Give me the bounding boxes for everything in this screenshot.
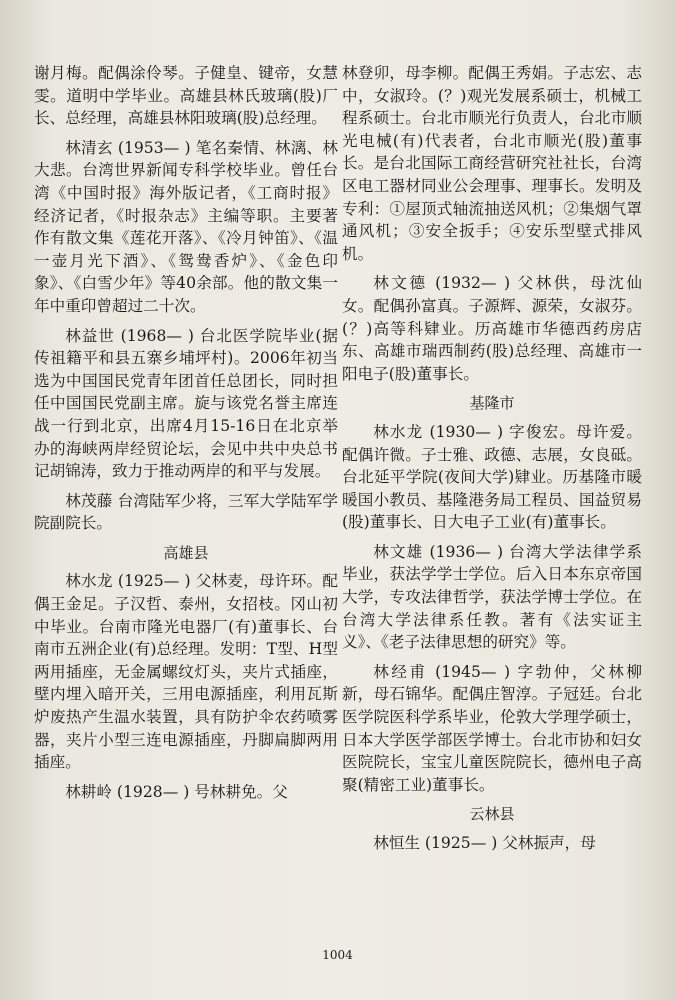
entry-paragraph: 林文雄 (1936— ) 台湾大学法律学系毕业，获法学学士学位。后入日本东京帝国大学，专攻法律哲学，获法学博士学位。在台湾大学法律系任教。著有《法实证主义》、《老子法律思想的研究》等。 — [342, 542, 642, 652]
region-heading: 云林县 — [469, 805, 515, 824]
right-column — [342, 62, 642, 862]
entry-paragraph: 林清玄 (1953— ) 笔名秦情、林漓、林大悲。台湾世界新闻专科学校毕业。曾任台湾《中国时报》海外版记者，《工商时报》经济记者，《时报杂志》主编等职。主要著作有散文集《莲花开落》、《冷月钟笛》、《温一壶月光下酒》、《鸳鸯香炉》、《金色印象》、《白雪少年》等40余部。他的散文集一年中重印曾超过二十次。 — [34, 138, 338, 315]
entry-paragraph: 林水龙 (1930— ) 字俊宏。母许爱。配偶许微。子士雅、政德、志展，女良砥。台北延平学院(夜间大学)肄业。历基隆市暖暖国小教员、基隆港务局工程员、国益贸易(股)董事长、日大电子工业(有)董事长。 — [342, 422, 642, 532]
entry-paragraph: 林经甫 (1945— ) 字勃仲，父林柳新，母石锦华。配偶庄智淳。子冠廷。台北医学院医科学系毕业，伦敦大学理学硕士，日本大学医学部医学博士。台北市协和妇女医院院长，宝宝儿童医院院长，德州电子高聚(精密工业)董事长。 — [342, 662, 642, 794]
region-heading: 基隆市 — [469, 394, 515, 413]
region-heading: 高雄县 — [163, 543, 209, 562]
entry-paragraph: 林茂藤 台湾陆军少将，三军大学陆军学院副院长。 — [34, 491, 338, 533]
entry-paragraph: 林耕岭 (1928— ) 号林耕免。父 — [65, 782, 288, 801]
entry-paragraph: 林益世 (1968— ) 台北医学院毕业(据传祖籍平和县五寨乡埔坪村)。2006年初当选为中国国民党青年团首任总团长，同时担任中国国民党副主席。旋与该党名誉主席连战一行到北京，出席4月15-16日在北京举办的海峡两岸经贸论坛，会见中共中央总书记胡锦涛，致力于推动两岸的和平与发展。 — [34, 326, 338, 481]
entry-paragraph: 林水龙 (1925— ) 父林麦，母许环。配偶王金足。子汉哲、泰州，女招枝。冈山初中毕业。台南市隆光电器厂(有)董事长、台南市五洲企业(有)总经理。发明：T型、H型两用插座，无金属螺纹灯头，夹片式插座，壁内埋入暗开关，三用电源插座，利用瓦斯炉废热产生温水装置，具有防护伞农药喷雾器，夹片小型三连电源插座，丹脚扁脚两用插座。 — [34, 572, 338, 772]
entry-paragraph: 林恒生 (1925— ) 父林振声，母 — [373, 834, 596, 852]
entry-paragraph: 林登卯，母李柳。配偶王秀娟。子志宏、志中，女淑玲。(？)观光发展系硕士，机械工程系硕士。台北市顺光行负责人，台北市顺光电械(有)代表者，台北市顺光(股)董事长。是台北国际工商经营研究社社长，台湾区电工器材同业公会理事、理事长。发明及专利：①屋顶式轴流抽送风机；②集烟气罩通风机；③安全扳手；④安乐型壁式排风机。 — [342, 64, 642, 263]
left-column — [34, 62, 338, 810]
entry-paragraph: 林文德 (1932— ) 父林供，母沈仙女。配偶孙富真。子源辉、源荣，女淑芬。(？)高等科肄业。历高雄市华德西药房店东、高雄市瑞西制药(股)总经理、高雄市一阳电子(股)董事长。 — [342, 274, 642, 383]
entry-paragraph: 谢月梅。配偶涂伶琴。子健皇、键帝，女慧雯。道明中学毕业。高雄县林氏玻璃(股)厂长、总经理，高雄县林阳玻璃(股)总经理。 — [34, 64, 338, 128]
page-number: 1004 — [322, 948, 353, 962]
